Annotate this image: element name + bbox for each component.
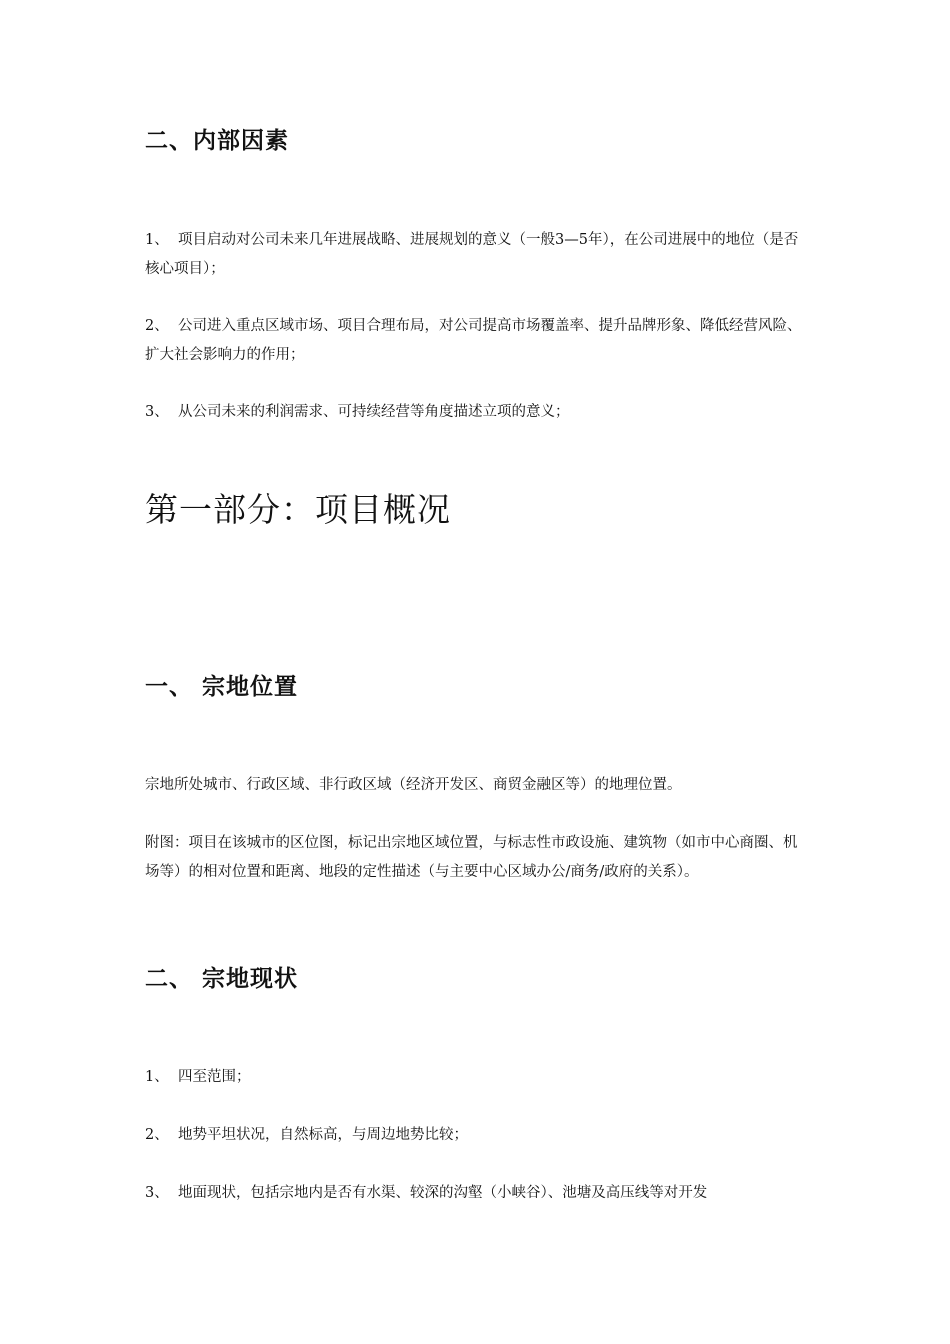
list-item-internal-2 [145,312,805,370]
list-item-status-1 [145,1063,805,1092]
list-item-text: 项目启动对公司未来几年进展战略、进展规划的意义（一般3—5年），在公司进展中的地位（是否核心项目）； [145,232,799,277]
list-item-number: 1、 [145,1069,169,1085]
list-item-internal-1 [145,226,805,284]
list-item-text: 地面现状，包括宗地内是否有水渠、较深的沟壑（小峡谷）、池塘及高压线等对开发 [178,1185,708,1201]
list-item-text: 地势平坦状况，自然标高，与周边地势比较； [178,1127,468,1143]
list-item-number: 3、 [145,1185,169,1201]
list-item-text: 四至范围； [178,1069,251,1085]
list-item-number: 2、 [145,318,169,334]
list-item-number: 2、 [145,1127,169,1143]
heading-site-location: 一、 宗地位置 [145,674,299,700]
paragraph-site-location-figure: 附图：项目在该城市的区位图，标记出宗地区域位置，与标志性市政设施、建筑物（如市中心商圈、机场等）的相对位置和距离、地段的定性描述（与主要中心区域办公/商务/政府的关系）。 [145,835,798,880]
list-item-number: 3、 [145,404,169,420]
list-item-internal-3 [145,398,805,427]
list-item-status-2 [145,1121,805,1150]
heading-site-status: 二、 宗地现状 [145,966,299,992]
part-one-title: 第一部分：项目概况 [145,490,451,529]
heading-internal-factors: 二、内部因素 [145,128,289,154]
list-item-text: 从公司未来的利润需求、可持续经营等角度描述立项的意义； [178,404,570,420]
list-item-status-3 [145,1179,805,1208]
paragraph-site-location: 宗地所处城市、行政区域、非行政区域（经济开发区、商贸金融区等）的地理位置。 [145,777,682,793]
list-item-number: 1、 [145,232,169,248]
list-item-text: 公司进入重点区域市场、项目合理布局，对公司提高市场覆盖率、提升品牌形象、降低经营风险、扩大社会影响力的作用； [145,318,802,363]
